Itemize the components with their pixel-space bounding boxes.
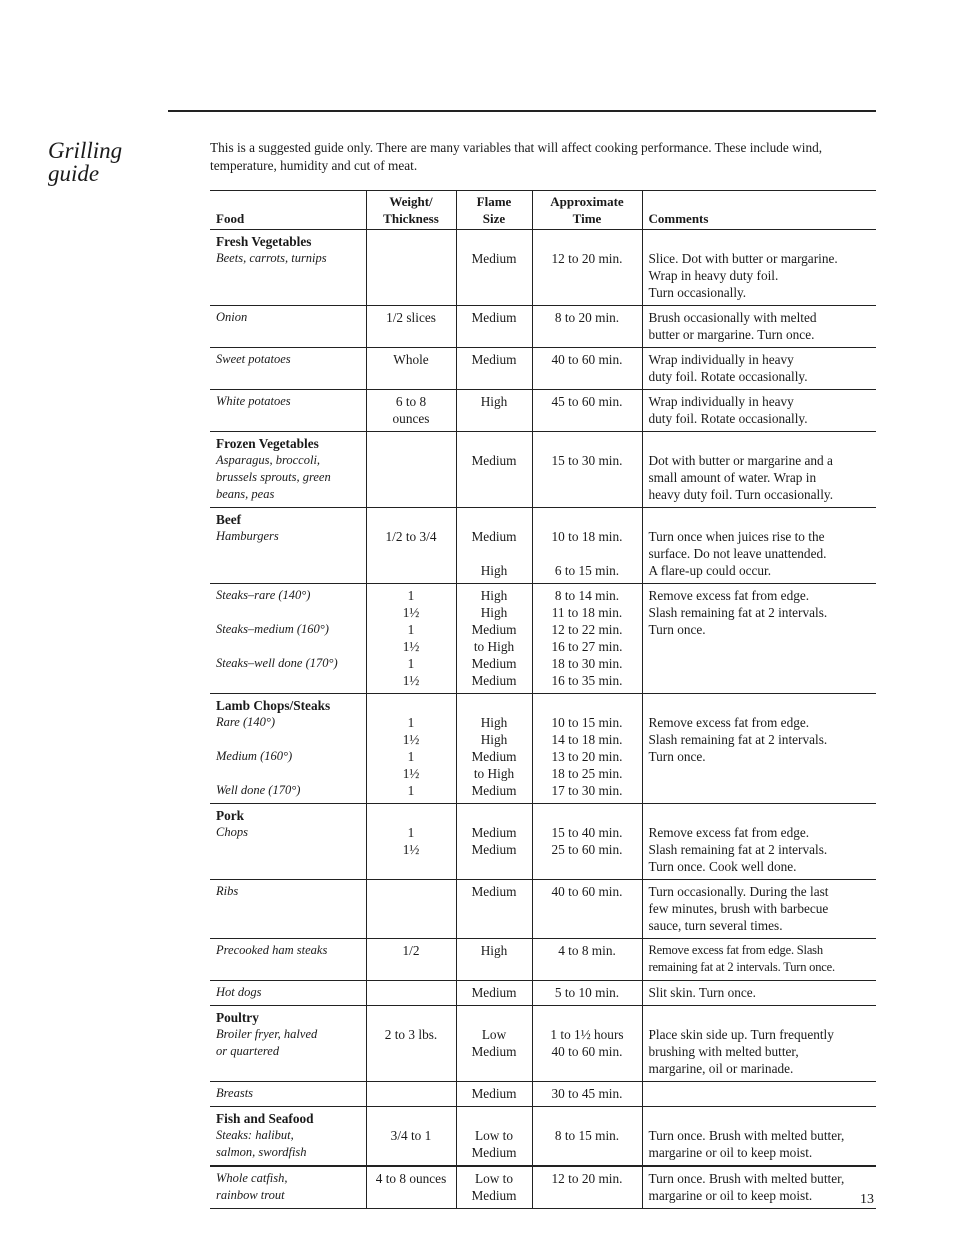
time-line: 15 to 30 min. [551, 453, 623, 468]
time-cell [532, 694, 642, 804]
comments-line: Slice. Dot with butter or margarine. [648, 251, 838, 266]
flame-line: to High [473, 766, 515, 781]
weight-line: Whole [393, 352, 429, 367]
food-line: Steaks–rare (140°) [216, 588, 311, 602]
weight-line: 1½ [402, 673, 420, 688]
weight-cell [366, 981, 456, 1006]
food-line: Ribs [216, 884, 239, 898]
food-line: Steaks: halibut, [216, 1128, 294, 1142]
comments-line: Slash remaining fat at 2 intervals. [648, 605, 828, 620]
comments-cell [642, 390, 876, 432]
comments-cell [642, 1082, 876, 1107]
table-header-row [210, 191, 876, 230]
weight-line: 1/2 slices [386, 310, 436, 325]
food-group-label: Frozen Vegetables [216, 436, 319, 451]
time-line: 25 to 60 min. [551, 842, 623, 857]
weight-line: 1/2 to 3/4 [385, 529, 437, 544]
comments-line: heavy duty foil. Turn occasionally. [648, 487, 834, 502]
flame-cell [456, 694, 532, 804]
comments-cell [642, 230, 876, 306]
comments-cell [642, 348, 876, 390]
comments-line: small amount of water. Wrap in [648, 470, 817, 485]
weight-cell [366, 804, 456, 880]
flame-cell [456, 939, 532, 981]
time-cell [532, 939, 642, 981]
comments-line: butter or margarine. Turn once. [648, 327, 815, 342]
weight-line [373, 250, 450, 267]
grilling-table [210, 190, 876, 1209]
top-rule [168, 110, 876, 112]
weight-cell [366, 348, 456, 390]
food-cell [210, 584, 366, 694]
food-line: Breasts [216, 1086, 254, 1100]
time-line: 12 to 22 min. [551, 622, 623, 637]
weight-cell [366, 1166, 456, 1209]
weight-line: 1/2 [402, 943, 420, 958]
time-line: 6 to 15 min. [554, 563, 620, 578]
time-cell [532, 306, 642, 348]
comments-line: Remove excess fat from edge. [648, 715, 810, 730]
food-line: Well done (170°) [216, 783, 301, 797]
food-line: Whole catfish, [216, 1171, 288, 1185]
food-line: rainbow trout [216, 1188, 285, 1202]
table-row [210, 1006, 876, 1082]
flame-line: Medium [471, 251, 517, 266]
comments-line: Turn once. Brush with melted butter, [648, 1171, 845, 1186]
flame-line: Medium [471, 1145, 517, 1160]
time-cell [532, 348, 642, 390]
flame-line: Medium [471, 1188, 517, 1203]
food-cell [210, 981, 366, 1006]
time-cell [532, 1082, 642, 1107]
time-cell [532, 508, 642, 584]
comments-line: Wrap in heavy duty foil. [648, 268, 779, 283]
time-cell [532, 1006, 642, 1082]
weight-line: 3/4 to 1 [390, 1128, 432, 1143]
flame-line: High [480, 563, 508, 578]
flame-line: High [480, 588, 508, 603]
weight-line: 1 [407, 622, 415, 637]
weight-line [373, 1085, 450, 1102]
food-cell [210, 306, 366, 348]
comments-cell [642, 584, 876, 694]
weight-line: 1½ [402, 732, 420, 747]
table-row [210, 508, 876, 584]
weight-line: 2 to 3 lbs. [384, 1027, 438, 1042]
time-cell [532, 432, 642, 508]
food-group-label: Fish and Seafood [216, 1111, 314, 1126]
table-row [210, 390, 876, 432]
food-line: Hot dogs [216, 985, 262, 999]
comments-line: Remove excess fat from edge. [648, 825, 810, 840]
flame-cell [456, 348, 532, 390]
time-line: 45 to 60 min. [551, 394, 623, 409]
weight-cell [366, 432, 456, 508]
time-line: 13 to 20 min. [551, 749, 623, 764]
weight-line: 1 [407, 749, 415, 764]
flame-line: Low to [474, 1171, 514, 1186]
flame-cell [456, 230, 532, 306]
table-row [210, 1082, 876, 1107]
comments-line: Turn once. [648, 749, 706, 764]
food-line: Broiler fryer, halved [216, 1027, 318, 1041]
time-line: 16 to 35 min. [551, 673, 623, 688]
time-line: 12 to 20 min. [551, 251, 623, 266]
food-line: Chops [216, 825, 248, 839]
weight-cell [366, 939, 456, 981]
weight-line: 1 [407, 783, 415, 798]
weight-line [373, 984, 450, 1001]
food-line: Onion [216, 310, 248, 324]
weight-cell [366, 1006, 456, 1082]
table-row [210, 348, 876, 390]
flame-line: Medium [471, 985, 517, 1000]
comments-line: Turn once. Brush with melted butter, [648, 1128, 845, 1143]
food-line [216, 672, 360, 689]
weight-cell [366, 306, 456, 348]
time-line: 17 to 30 min. [551, 783, 623, 798]
comments-line: A flare-up could occur. [648, 563, 772, 578]
time-line: 8 to 20 min. [554, 310, 620, 325]
flame-line: Medium [471, 842, 517, 857]
flame-line: Medium [471, 352, 517, 367]
flame-cell [456, 306, 532, 348]
flame-line: Medium [471, 529, 517, 544]
weight-cell [366, 1107, 456, 1167]
weight-cell [366, 1082, 456, 1107]
title-line-1: Grilling [48, 138, 123, 163]
weight-line: 1½ [402, 605, 420, 620]
table-row [210, 432, 876, 508]
time-cell [532, 584, 642, 694]
flame-line: to High [473, 639, 515, 654]
comments-line: margarine, oil or marinade. [648, 1061, 794, 1076]
comments-line: Turn occasionally. During the last [648, 884, 829, 899]
time-cell [532, 230, 642, 306]
flame-line: Medium [471, 825, 517, 840]
page-number: 13 [860, 1192, 874, 1207]
comments-line: brushing with melted butter, [648, 1044, 799, 1059]
food-cell [210, 880, 366, 939]
table-row [210, 230, 876, 306]
time-line: 18 to 25 min. [551, 766, 623, 781]
flame-line: High [480, 394, 508, 409]
weight-cell [366, 508, 456, 584]
comments-cell [642, 508, 876, 584]
time-cell [532, 1166, 642, 1209]
food-cell [210, 1082, 366, 1107]
flame-cell [456, 981, 532, 1006]
weight-line: 1½ [402, 639, 420, 654]
comments-line: duty foil. Rotate occasionally. [648, 369, 808, 384]
comments-line: margarine or oil to keep moist. [648, 1145, 813, 1160]
table-row [210, 804, 876, 880]
table-row [210, 1107, 876, 1167]
food-line: Asparagus, broccoli, [216, 453, 321, 467]
food-line [216, 731, 360, 748]
food-line: Hamburgers [216, 529, 279, 543]
time-line: 18 to 30 min. [551, 656, 623, 671]
flame-cell [456, 508, 532, 584]
time-cell [532, 880, 642, 939]
table-row [210, 694, 876, 804]
weight-cell [366, 230, 456, 306]
comments-line: surface. Do not leave unattended. [648, 546, 827, 561]
page-title [48, 139, 122, 185]
food-line [216, 765, 360, 782]
food-cell [210, 1006, 366, 1082]
flame-line: Medium [471, 310, 517, 325]
table-row [210, 1166, 876, 1209]
food-group-label: Poultry [216, 1010, 259, 1025]
weight-cell [366, 880, 456, 939]
comments-cell [642, 981, 876, 1006]
comments-line: Wrap individually in heavy [648, 352, 794, 367]
flame-line: Medium [471, 783, 517, 798]
flame-line: Medium [471, 673, 517, 688]
food-line: Steaks–well done (170°) [216, 656, 338, 670]
flame-line: Medium [471, 749, 517, 764]
flame-line: High [480, 715, 508, 730]
time-line: 10 to 18 min. [551, 529, 623, 544]
time-line: 40 to 60 min. [551, 884, 623, 899]
flame-line [463, 545, 526, 562]
food-cell [210, 1166, 366, 1209]
time-line: 12 to 20 min. [551, 1171, 623, 1186]
time-line: 40 to 60 min. [551, 352, 623, 367]
time-line: 14 to 18 min. [551, 732, 623, 747]
food-line: White potatoes [216, 394, 291, 408]
food-line [216, 604, 360, 621]
flame-cell [456, 1006, 532, 1082]
header-flame: Flame Size [456, 191, 532, 230]
comments-cell [642, 1006, 876, 1082]
weight-line [373, 452, 450, 469]
weight-cell [366, 584, 456, 694]
weight-line: 1½ [402, 842, 420, 857]
comments-cell [642, 694, 876, 804]
weight-line: ounces [392, 411, 430, 426]
table-row [210, 939, 876, 981]
flame-cell [456, 804, 532, 880]
comments-cell [642, 1166, 876, 1209]
weight-cell [366, 694, 456, 804]
flame-cell [456, 880, 532, 939]
comments-line: Slash remaining fat at 2 intervals. [648, 732, 828, 747]
comments-cell [642, 1107, 876, 1167]
comments-line: Turn once when juices rise to the [648, 529, 825, 544]
comments-line: Turn once. [648, 622, 706, 637]
comments-line: Wrap individually in heavy [648, 394, 794, 409]
time-line: 30 to 45 min. [551, 1086, 623, 1101]
flame-line: High [480, 605, 508, 620]
flame-cell [456, 390, 532, 432]
time-line: 8 to 15 min. [554, 1128, 620, 1143]
food-line: Rare (140°) [216, 715, 276, 729]
weight-line: 1 [407, 588, 415, 603]
comments-cell [642, 939, 876, 981]
food-cell [210, 432, 366, 508]
comments-line: few minutes, brush with barbecue [648, 901, 829, 916]
time-line: 1 to 1½ hours [550, 1027, 624, 1042]
flame-cell [456, 584, 532, 694]
time-line: 15 to 40 min. [551, 825, 623, 840]
weight-line: 1 [407, 825, 415, 840]
food-group-label: Fresh Vegetables [216, 234, 312, 249]
comments-line: duty foil. Rotate occasionally. [648, 411, 808, 426]
flame-line: High [480, 943, 508, 958]
flame-line: Medium [471, 884, 517, 899]
food-cell [210, 1107, 366, 1167]
comments-line: Turn occasionally. [648, 285, 747, 300]
header-comments: Comments [642, 191, 876, 230]
food-cell [210, 508, 366, 584]
food-cell [210, 804, 366, 880]
time-line: 40 to 60 min. [551, 1044, 623, 1059]
flame-cell [456, 432, 532, 508]
time-line: 4 to 8 min. [558, 943, 616, 958]
table-row [210, 981, 876, 1006]
title-line-2: guide [48, 161, 100, 186]
weight-line: 1½ [402, 766, 420, 781]
time-line: 8 to 14 min. [554, 588, 620, 603]
flame-line: High [480, 732, 508, 747]
flame-line: Medium [471, 656, 517, 671]
weight-line: 4 to 8 ounces [375, 1171, 447, 1186]
comments-line: Slit skin. Turn once. [648, 985, 757, 1000]
table-row [210, 306, 876, 348]
food-cell [210, 230, 366, 306]
food-line: beans, peas [216, 487, 275, 501]
time-line: 16 to 27 min. [551, 639, 623, 654]
time-cell [532, 1107, 642, 1167]
comments-cell [642, 880, 876, 939]
flame-line: Medium [471, 1086, 517, 1101]
flame-line: Medium [471, 622, 517, 637]
comments-cell [642, 432, 876, 508]
flame-line: Low to [474, 1128, 514, 1143]
comments-line: Brush occasionally with melted [648, 310, 817, 325]
food-line: Steaks–medium (160°) [216, 622, 329, 636]
time-cell [532, 390, 642, 432]
flame-cell [456, 1107, 532, 1167]
flame-line: Medium [471, 453, 517, 468]
table-row [210, 880, 876, 939]
food-group-label: Beef [216, 512, 242, 527]
flame-cell [456, 1082, 532, 1107]
time-line [539, 545, 636, 562]
time-line: 11 to 18 min. [551, 605, 623, 620]
header-time: Approximate Time [532, 191, 642, 230]
food-cell [210, 348, 366, 390]
food-line: Sweet potatoes [216, 352, 291, 366]
comments-line: sauce, turn several times. [648, 918, 783, 933]
comments-line: Place skin side up. Turn frequently [648, 1027, 834, 1042]
comments-line: Dot with butter or margarine and a [648, 453, 833, 468]
comments-line: Remove excess fat from edge. Slash [648, 943, 823, 957]
food-line: Precooked ham steaks [216, 943, 328, 957]
weight-cell [366, 390, 456, 432]
time-cell [532, 981, 642, 1006]
food-line: brussels sprouts, green [216, 470, 331, 484]
header-food: Food [216, 211, 245, 226]
food-line: or quartered [216, 1044, 280, 1058]
comments-cell [642, 306, 876, 348]
time-line: 5 to 10 min. [554, 985, 620, 1000]
flame-line: Medium [471, 1044, 517, 1059]
weight-line [373, 883, 450, 900]
intro-text: This is a suggested guide only. There are many variables that will affect cooking performance. These include wind, temperature, humidity and cut of meat. [210, 140, 823, 173]
food-cell [210, 390, 366, 432]
weight-line: 1 [407, 656, 415, 671]
table-row [210, 584, 876, 694]
flame-cell [456, 1166, 532, 1209]
weight-line: 6 to 8 [395, 394, 427, 409]
food-line: Medium (160°) [216, 749, 293, 763]
comments-line [649, 1085, 871, 1102]
food-line: salmon, swordfish [216, 1145, 307, 1159]
weight-line: 1 [407, 715, 415, 730]
comments-line: remaining fat at 2 intervals. Turn once. [648, 960, 835, 974]
comments-line: Remove excess fat from edge. [648, 588, 810, 603]
comments-line: Turn once. Cook well done. [648, 859, 797, 874]
food-group-label: Pork [216, 808, 245, 823]
comments-line: Slash remaining fat at 2 intervals. [648, 842, 828, 857]
header-weight: Weight/ Thickness [366, 191, 456, 230]
time-cell [532, 804, 642, 880]
time-line: 10 to 15 min. [551, 715, 623, 730]
food-group-label: Lamb Chops/Steaks [216, 698, 331, 713]
food-cell [210, 694, 366, 804]
comments-line: margarine or oil to keep moist. [648, 1188, 813, 1203]
flame-line: Low [481, 1027, 507, 1042]
food-line [216, 638, 360, 655]
food-cell [210, 939, 366, 981]
food-line: Beets, carrots, turnips [216, 251, 327, 265]
comments-cell [642, 804, 876, 880]
